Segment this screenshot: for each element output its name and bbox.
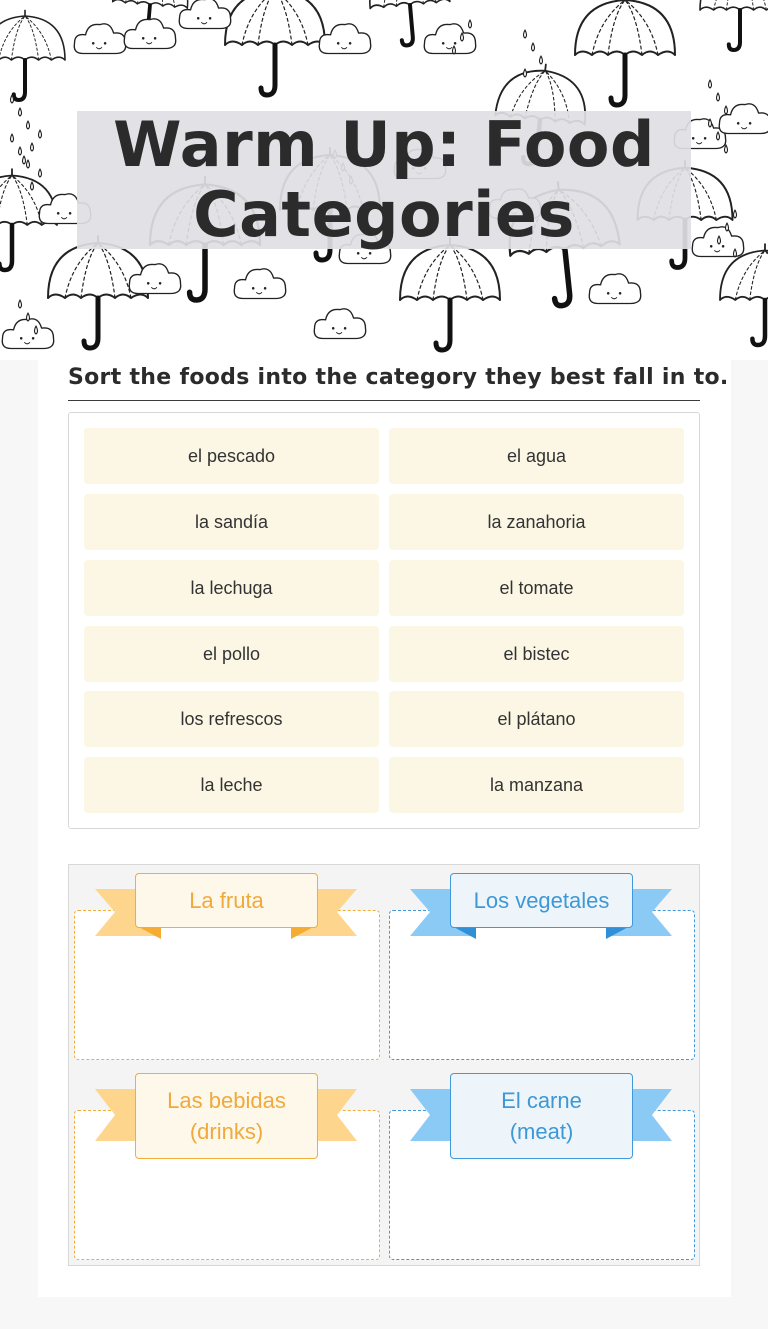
raindrop-icon xyxy=(35,326,38,334)
food-chip[interactable]: la manzana xyxy=(389,757,684,813)
category-label-vegetales: Los vegetales xyxy=(450,873,633,928)
raindrop-icon xyxy=(726,223,729,231)
raindrop-icon xyxy=(11,134,14,142)
raindrop-icon xyxy=(461,33,464,41)
raindrop-icon xyxy=(717,93,720,101)
raindrop-icon xyxy=(524,30,527,38)
raindrop-icon xyxy=(524,69,527,77)
food-chip[interactable]: la zanahoria xyxy=(389,494,684,550)
umbrella-icon xyxy=(720,244,768,345)
raindrop-icon xyxy=(39,169,42,177)
food-chip[interactable]: la leche xyxy=(84,757,379,813)
header-banner xyxy=(0,0,768,360)
food-chip[interactable]: la sandía xyxy=(84,494,379,550)
cloud-icon xyxy=(319,24,370,54)
raindrop-icon xyxy=(31,143,34,151)
raindrop-icon xyxy=(31,182,34,190)
title-box xyxy=(77,108,691,251)
category-label-carne: El carne (meat) xyxy=(450,1073,633,1159)
category-zones xyxy=(68,864,700,1266)
word-bank xyxy=(68,412,700,829)
instructions-text: Sort the foods into the category they best fall in to. xyxy=(68,363,700,401)
cloud-icon xyxy=(314,309,365,339)
raindrop-icon xyxy=(717,132,720,140)
umbrella-icon xyxy=(225,0,325,95)
cloud-icon xyxy=(74,24,125,54)
raindrop-icon xyxy=(709,119,712,127)
umbrella-icon xyxy=(0,10,65,100)
raindrop-icon xyxy=(27,313,30,321)
raindrop-icon xyxy=(725,145,728,153)
raindrop-icon xyxy=(23,156,26,164)
page-title: Warm Up: Food Categories xyxy=(113,108,655,251)
food-chip[interactable]: el agua xyxy=(389,428,684,484)
category-label-fruta: La fruta xyxy=(135,873,318,928)
umbrella-icon xyxy=(400,238,500,350)
cloud-icon xyxy=(124,19,175,49)
raindrop-icon xyxy=(532,43,535,51)
food-chip[interactable]: el tomate xyxy=(389,560,684,616)
umbrella-icon xyxy=(700,0,768,50)
raindrop-icon xyxy=(27,121,30,129)
worksheet-card xyxy=(38,360,731,1297)
raindrop-icon xyxy=(540,56,543,64)
food-chip[interactable]: el pollo xyxy=(84,626,379,682)
cloud-icon xyxy=(234,269,285,299)
raindrop-icon xyxy=(734,210,737,218)
raindrop-icon xyxy=(27,160,30,168)
raindrop-icon xyxy=(709,80,712,88)
raindrop-icon xyxy=(469,20,472,28)
raindrop-icon xyxy=(734,249,737,257)
cloud-icon xyxy=(589,274,640,304)
food-chip[interactable]: los refrescos xyxy=(84,691,379,747)
umbrella-icon xyxy=(575,0,675,105)
food-chip[interactable]: el pescado xyxy=(84,428,379,484)
food-chip[interactable]: el bistec xyxy=(389,626,684,682)
raindrop-icon xyxy=(19,108,22,116)
raindrop-icon xyxy=(725,106,728,114)
food-chip[interactable]: la lechuga xyxy=(84,560,379,616)
food-chip[interactable]: el plátano xyxy=(389,691,684,747)
raindrop-icon xyxy=(19,147,22,155)
raindrop-icon xyxy=(19,300,22,308)
cloud-icon xyxy=(2,319,53,349)
raindrop-icon xyxy=(718,236,721,244)
raindrop-icon xyxy=(453,46,456,54)
cloud-icon xyxy=(424,24,475,54)
raindrop-icon xyxy=(39,130,42,138)
category-label-bebidas: Las bebidas (drinks) xyxy=(135,1073,318,1159)
raindrop-icon xyxy=(11,95,14,103)
